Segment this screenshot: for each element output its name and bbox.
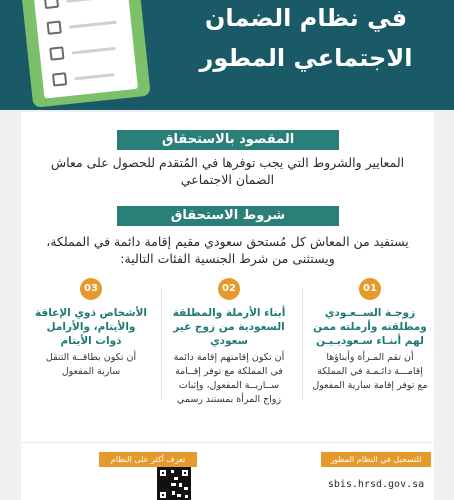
qr-finder-pattern	[158, 468, 168, 478]
section-title-eligibility-conditions: شروط الاستحقاق	[117, 206, 339, 226]
column-divider	[161, 288, 162, 400]
checkbox-icon	[49, 46, 64, 60]
category-title: أبناء الأرملة والمطلقة السعودية من زوج غير سعودي	[172, 307, 286, 347]
category-description: أن تقم المـرأة وأبناؤها إقامـــة دائـمـة في المملكة مع توفر إقامة سارية المفعول	[312, 352, 428, 391]
title-line-1: في نظام الضمان	[204, 4, 408, 32]
checklist-line	[74, 73, 114, 80]
checklist-line	[69, 21, 117, 29]
checklist-clipboard-icon	[19, 0, 151, 108]
section-title-eligibility-meaning: المقصود بالاستحقاق	[117, 130, 339, 150]
eligibility-conditions-text: يستفيد من المعاش كل مُستحق سعودي مقيم إقامة دائمة في المملكة، ويستثنى من شرط الجنسية الفئات التالية:	[46, 234, 409, 266]
checklist-line	[72, 47, 116, 55]
category-description: أن تكون إقامتهم إقامة دائمة في المملكة مع توفر إقــامة ســاريــة المفعول، وإثبات زواج المرأة بمستند رسمي	[173, 352, 285, 405]
qr-finder-pattern	[158, 490, 168, 500]
eligibility-meaning-text: المعايير والشروط التي يجب توفرها في المُتقدم للحصول على معاش الضمان الاجتماعي	[50, 155, 405, 187]
checklist-line	[66, 0, 112, 3]
category-title: زوجـة الســعـودي ومطلقته وأرملته ممن لهم أبنـاء سـعوديـيـن	[313, 307, 427, 347]
category-number-badge: 03	[80, 278, 102, 300]
register-label: للتسجيل في النظام المطور	[321, 452, 431, 467]
column-divider	[302, 288, 303, 400]
category-item-2	[171, 278, 287, 407]
content-card	[21, 112, 434, 500]
category-item-1	[312, 278, 428, 393]
category-number-badge: 02	[218, 278, 240, 300]
title-line-2: الاجتماعي المطور	[199, 44, 413, 72]
checklist-paper	[32, 0, 138, 99]
page-title	[176, 0, 436, 74]
qr-code-icon[interactable]	[157, 467, 191, 500]
checkbox-icon	[44, 0, 59, 9]
category-title: الأشخاص ذوي الإعاقة والأيتام، والأرامل ذوات الأيتام	[34, 307, 147, 347]
checkbox-icon	[47, 20, 62, 34]
checkbox-icon	[52, 72, 67, 86]
category-item-3	[33, 278, 149, 379]
category-number-badge: 01	[359, 278, 381, 300]
footer-divider	[21, 442, 434, 443]
category-description: أن تكون بطاقــة التنقل سارية المفعول	[45, 352, 137, 377]
header-banner	[0, 0, 454, 110]
registration-url-link[interactable]: sbis.hrsd.gov.sa	[327, 479, 425, 490]
qr-finder-pattern	[180, 468, 190, 478]
learn-more-label: تعرف أكثر على النظام	[99, 452, 197, 467]
